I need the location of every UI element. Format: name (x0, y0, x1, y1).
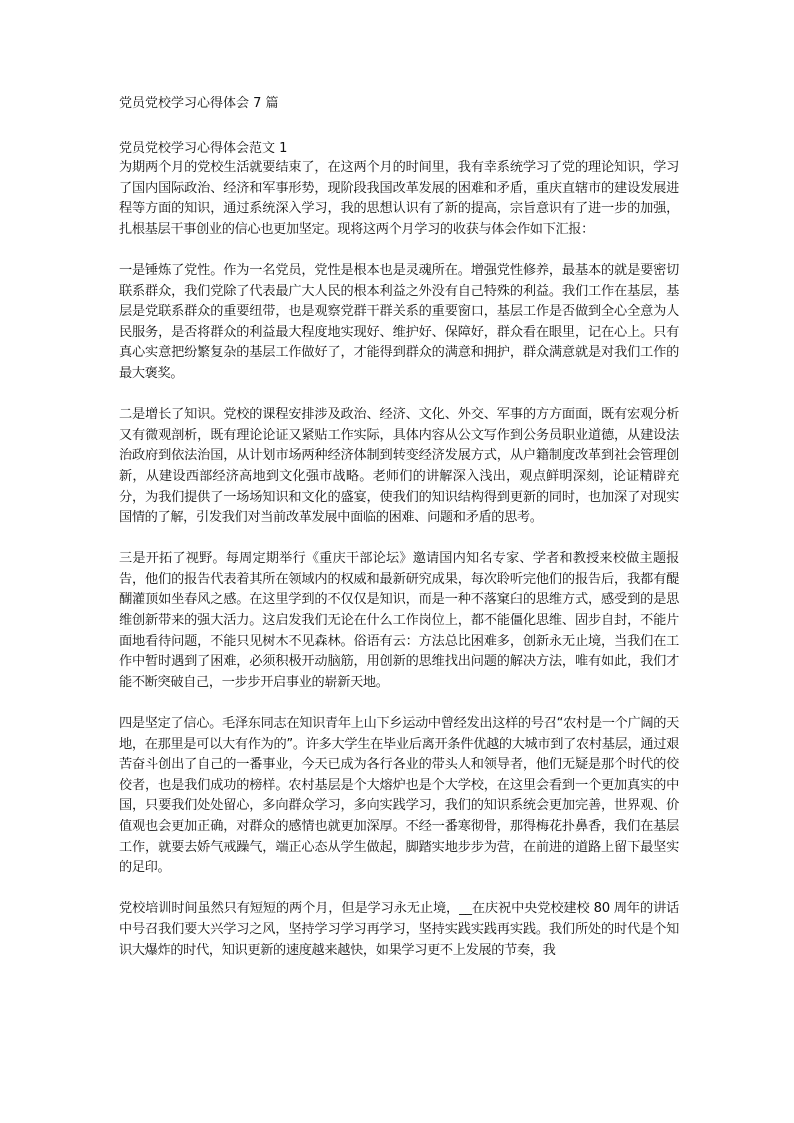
paragraph-intro: 为期两个月的党校生活就要结束了，在这两个月的时间里，我有幸系统学习了党的理论知识，学习了国内国际政治、经济和军事形势，现阶段我国改革发展的困难和矛盾，重庆直辖市的建设发展进程等方面的知识，通过系统深入学习，我的思想认识有了新的提高，宗旨意识有了进一步的加强，扎根基层干事创业的信心也更加坚定。现将这两个月学习的收获与体会作如下汇报： (119, 160, 679, 237)
paragraph-knowledge: 二是增长了知识。党校的课程安排涉及政治、经济、文化、外交、军事的方方面面，既有宏观分析又有微观剖析，既有理论论证又紧贴工作实际，具体内容从公文写作到公务员职业道德，从建设法治政府到依法治国，从计划市场两种经济体制到转变经济发展方式，从户籍制度改革到社会管理创新，从建设西部经济高地到文化强市战略。老师们的讲解深入浅出，观点鲜明深刻，论证精辟充分，为我们提供了一场场知识和文化的盛宴，使我们的知识结构得到更新的同时，也加深了对现实国情的了解，引发我们对当前改革发展中面临的困难、问题和矛盾的思考。 (119, 407, 679, 526)
paragraph-conclusion: 党校培训时间虽然只有短短的两个月，但是学习永无止境，__在庆祝中央党校建校 80 周年的讲话中号召我们要大兴学习之风，坚持学习学习再学习，坚持实践实践再实践。我们所处的时代是个知识大爆炸的时代，知识更新的速度越来越快，如果学习更不上发展的节奏，我 (119, 901, 679, 958)
paragraph-party-spirit: 一是锤炼了党性。作为一名党员，党性是根本也是灵魂所在。增强党性修养，最基本的就是要密切联系群众，我们党除了代表最广大人民的根本利益之外没有自己特殊的利益。我们工作在基层，基层是党联系群众的重要纽带，也是观察党群干群关系的重要窗口，基层工作是否做到全心全意为人民服务，是否将群众的利益最大程度地实现好、维护好、保障好，群众看在眼里，记在心上。只有真心实意把纷繁复杂的基层工作做好了，才能得到群众的满意和拥护，群众满意就是对我们工作的最大褒奖。 (119, 262, 679, 381)
document-title: 党员党校学习心得体会 7 篇 (119, 96, 279, 111)
section-title: 党员党校学习心得体会范文 1 (119, 141, 288, 156)
paragraph-confidence: 四是坚定了信心。毛泽东同志在知识青年上山下乡运动中曾经发出这样的号召“农村是一个广阔的天地，在那里是可以大有作为的”。许多大学生在毕业后离开条件优越的大城市到了农村基层，通过艰苦奋斗创出了自己的一番事业，今天已成为各行各业的带头人和领导者，他们无疑是那个时代的佼佼者，也是我们成功的榜样。农村基层是个大熔炉也是个大学校，在这里会看到一个更加真实的中国，只要我们处处留心，多向群众学习，多向实践学习，我们的知识系统会更加完善，世界观、价值观也会更加正确，对群众的感情也就更加深厚。不经一番寒彻骨，那得梅花扑鼻香，我们在基层工作，就要去娇气戒躁气，端正心态从学生做起，脚踏实地步步为营，在前进的道路上留下最坚实的足印。 (119, 716, 679, 876)
paragraph-vision: 三是开拓了视野。每周定期举行《重庆干部论坛》邀请国内知名专家、学者和教授来校做主题报告，他们的报告代表着其所在领域内的权威和最新研究成果，每次聆听完他们的报告后，我都有醍醐灌顶如坐春风之感。在这里学到的不仅仅是知识，而是一种不落窠臼的思维方式，感受到的是思维创新带来的强大活力。这启发我们无论在什么工作岗位上，都不能僵化思维、固步自封，不能片面地看待问题，不能只见树木不见森林。俗语有云：方法总比困难多，创新永无止境，当我们在工作中暂时遇到了困难，必须积极开动脑筋，用创新的思维找出问题的解决方法，唯有如此，我们才能不断突破自己，一步步开启事业的崭新天地。 (119, 551, 679, 690)
document-page (119, 96, 679, 961)
